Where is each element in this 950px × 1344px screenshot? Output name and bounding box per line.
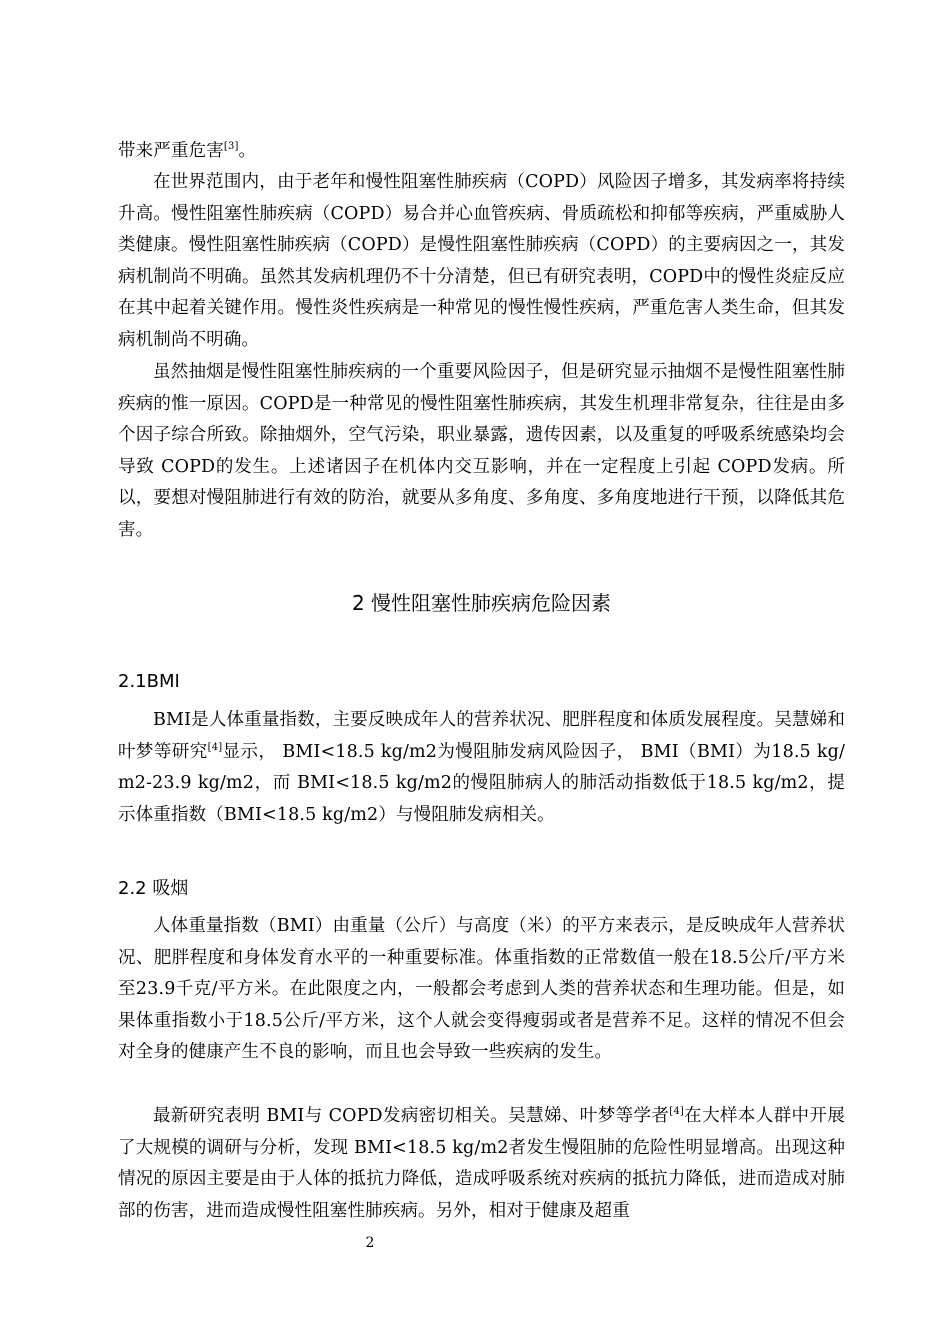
section-title: 2 慢性阻塞性肺疾病危险因素 <box>351 591 612 615</box>
smoking-text-a: 最新研究表明 BMI与 COPD发病密切相关。吴慧娣、叶梦等学者 <box>153 1106 670 1126</box>
citation-4: [4] <box>207 741 223 753</box>
intro-text-0-end: 。 <box>238 141 257 161</box>
page-number: 2 <box>365 1235 375 1251</box>
intro-paragraph-2: 虽然抽烟是慢性阻塞性肺疾病的一个重要风险因子，但是研究显示抽烟不是慢性阻塞性肺疾病的惟一原因。COPD是一种常见的慢性阻塞性肺疾病，其发生机理非常复杂，往往是由多个因子综合所致。除抽烟外，空气污染，职业暴露，遗传因素，以及重复的呼吸系统感染均会导致 COPD的发生。上述诸因子在机体内交互影响，并在一定程度上引起 COPD发病。所以，要想对慢阻肺进行有效的防治，就要从多角度、多角度、多角度地进行干预，以降低其危害。 <box>118 362 845 540</box>
bmi-text-a: BMI是人体重量指数，主要反映成年人的营养状况、肥胖程度和体质发展程度。吴慧娣和叶梦等研究 <box>118 710 845 762</box>
intro-paragraph-0 <box>118 136 845 168</box>
bmi-text-b: 显示， BMI<18.5 kg/m2为慢阻肺发病风险因子， BMI（BMI）为18.5 kg/m2-23.9 kg/m2，而 BMI<18.5 kg/m2的慢阻肺病人的肺活动指数低于18.5 kg/m2，提示体重指数（BMI<18.5 kg/m2）与慢阻肺发病相关。 <box>118 741 845 825</box>
bmi-paragraph <box>118 705 845 831</box>
smoking-text-b: 在大样本人群中开展了大规模的调研与分析，发现 BMI<18.5 kg/m2者发生慢阻肺的危险性明显增高。出现这种情况的原因主要是由于人体的抵抗力降低，造成呼吸系统对疾病的抵抗力降低，进而造成对肺部的伤害，进而造成慢性阻塞性肺疾病。另外，相对于健康及超重 <box>118 1106 845 1221</box>
intro-paragraph-1: 在世界范围内，由于老年和慢性阻塞性肺疾病（COPD）风险因子增多，其发病率将持续升高。慢性阻塞性肺疾病（COPD）易合并心血管疾病、骨质疏松和抑郁等疾病，严重威胁人类健康。慢性阻塞性肺疾病（COPD）是慢性阻塞性肺疾病（COPD）的主要病因之一，其发病机制尚不明确。虽然其发病机理仍不十分清楚，但已有研究表明，COPD中的慢性炎症反应在其中起着关键作用。慢性炎性疾病是一种常见的慢性慢性疾病，严重危害人类生命，但其发病机制尚不明确。 <box>118 172 845 350</box>
smoking-paragraph-2 <box>118 1101 845 1227</box>
subsection-title-smoking: 2.2 吸烟 <box>118 878 189 899</box>
smoking-paragraph-1: 人体重量指数（BMI）由重量（公斤）与高度（米）的平方来表示，是反映成年人营养状况、肥胖程度和身体发育水平的一种重要标准。体重指数的正常数值一般在18.5公斤/平方米至23.9千克/平方米。在此限度之内，一般都会考虑到人类的营养状态和生理功能。但是，如果体重指数小于18.5公斤/平方米，这个人就会变得瘦弱或者是营养不足。这样的情况不但会对全身的健康产生不良的影响，而且也会导致一些疾病的发生。 <box>118 916 845 1062</box>
intro-text-0: 带来严重危害 <box>118 141 224 161</box>
subsection-title-bmi: 2.1BMI <box>118 671 180 692</box>
citation-3: [3] <box>223 141 239 152</box>
citation-4b: [4] <box>669 1106 684 1117</box>
